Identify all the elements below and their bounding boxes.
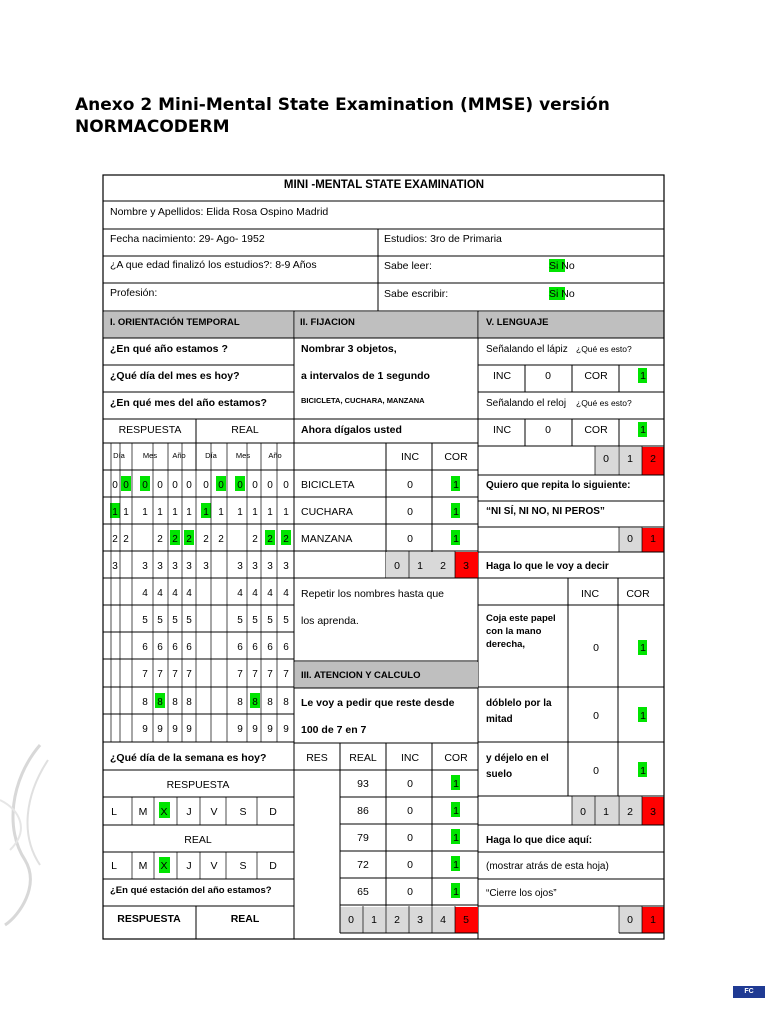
form-title: MINI -MENTAL STATE EXAMINATION xyxy=(283,179,485,191)
digit-cell: 9 xyxy=(283,724,289,735)
fixation-line-2: a intervalos de 1 segundo xyxy=(301,370,430,382)
digit-cell: 4 xyxy=(267,588,273,599)
digit-cell: 7 xyxy=(283,669,289,680)
digit-cell: 1 xyxy=(186,507,192,518)
object-cor: 1 xyxy=(453,506,459,518)
command-score: 1 xyxy=(603,806,609,818)
digit-cell: 2 xyxy=(252,534,258,545)
digit-cell: 9 xyxy=(142,724,148,735)
digit-cell: 5 xyxy=(142,615,148,626)
read-instruction: Haga lo que dice aquí: xyxy=(486,835,593,846)
digit-cell: 2 xyxy=(283,534,289,545)
patient-name: Nombre y Apellidos: Elida Rosa Ospino Madrid xyxy=(110,206,329,218)
fold-inc: 0 xyxy=(593,710,599,722)
cor-header: COR xyxy=(584,370,608,382)
digit-cell: 4 xyxy=(252,588,258,599)
take-inc: 0 xyxy=(593,642,599,654)
weekday-real-M: M xyxy=(138,860,148,872)
footer-badge: FC xyxy=(733,986,765,998)
subtraction-cor: 1 xyxy=(453,859,459,871)
digit-cell: 1 xyxy=(203,507,209,518)
q-day: ¿Qué día del mes es hoy? xyxy=(110,370,240,382)
digit-cell: 4 xyxy=(172,588,178,599)
repeat-phrase: “NI SÍ, NI NO, NI PEROS” xyxy=(486,506,605,517)
pencil-question: ¿Qué es esto? xyxy=(576,344,632,354)
digit-cell: 4 xyxy=(283,588,289,599)
attention-score: 1 xyxy=(371,914,377,926)
object-bicicleta: BICICLETA xyxy=(301,479,355,491)
command-score: 0 xyxy=(580,806,586,818)
subtraction-cor: 1 xyxy=(453,832,459,844)
digit-cell: 8 xyxy=(186,697,192,708)
profession: Profesión: xyxy=(110,287,158,299)
digit-cell: 9 xyxy=(252,724,258,735)
digit-cell: 0 xyxy=(203,480,209,491)
weekday-real-S: S xyxy=(239,860,247,872)
object-manzana: MANZANA xyxy=(301,533,353,545)
reads-label: Sabe leer: xyxy=(384,260,432,272)
take-paper-line: derecha, xyxy=(486,639,526,650)
attention-score: 5 xyxy=(463,914,469,926)
digit-cell: 1 xyxy=(157,507,163,518)
studies: Estudios: 3ro de Primaria xyxy=(384,233,502,245)
naming-score: 0 xyxy=(603,453,609,465)
repeat-line-2: los aprenda. xyxy=(301,615,359,627)
cor-header: COR xyxy=(444,451,468,463)
digit-cell: 5 xyxy=(283,615,289,626)
digit-cell: 7 xyxy=(157,669,163,680)
digit-cell: 2 xyxy=(172,534,178,545)
digit-cell: 1 xyxy=(112,507,118,518)
subtraction-inc: 0 xyxy=(407,805,413,817)
inc-header: INC xyxy=(400,451,420,463)
season-respuesta-label: RESPUESTA xyxy=(117,913,181,925)
page-title-line-1: Anexo 2 Mini-Mental State Examination (MMSE) versión xyxy=(75,95,610,115)
digit-cell: 0 xyxy=(267,480,273,491)
cor-header: COR xyxy=(626,588,650,600)
inc-header: INC xyxy=(580,588,600,600)
pencil-label: Señalando el lápiz xyxy=(486,344,568,355)
pencil-cor: 1 xyxy=(640,370,646,382)
writes-label: Sabe escribir: xyxy=(384,288,449,300)
fixation-score: 3 xyxy=(463,560,469,572)
close-eyes-instruction: “Cierre los ojos” xyxy=(486,888,557,899)
leave-line: suelo xyxy=(486,769,513,780)
digit-cell: 9 xyxy=(186,724,192,735)
digit-cell: 3 xyxy=(252,561,258,572)
digit-cell: 0 xyxy=(123,480,129,491)
subtraction-value: 86 xyxy=(357,805,369,817)
read-score: 0 xyxy=(627,914,633,926)
digit-cell: 5 xyxy=(186,615,192,626)
subtraction-inc: 0 xyxy=(407,886,413,898)
digit-cell: 8 xyxy=(172,697,178,708)
object-inc: 0 xyxy=(407,506,413,518)
weekday-answer-S: S xyxy=(239,806,247,818)
digit-cell: 6 xyxy=(283,642,289,653)
weekday-answer-J: J xyxy=(186,806,192,818)
fold-cor: 1 xyxy=(640,710,646,722)
season-real-label: REAL xyxy=(230,913,260,925)
clock-cor: 1 xyxy=(640,424,646,436)
object-cuchara: CUCHARA xyxy=(301,506,353,518)
weekday-real-D: D xyxy=(269,860,277,872)
digit-cell: 8 xyxy=(157,697,163,708)
digit-cell: 5 xyxy=(252,615,258,626)
digit-cell: 7 xyxy=(237,669,243,680)
digit-cell: 2 xyxy=(157,534,163,545)
take-cor: 1 xyxy=(640,642,646,654)
fixation-line-4: Ahora dígalos usted xyxy=(301,424,402,436)
section-language: V. LENGUAJE xyxy=(486,317,549,328)
digit-cell: 8 xyxy=(237,697,243,708)
subtraction-value: 65 xyxy=(357,886,369,898)
digit-cell: 0 xyxy=(172,480,178,491)
subtraction-inc: 0 xyxy=(407,778,413,790)
digit-cell: 1 xyxy=(123,507,129,518)
digit-cell: 3 xyxy=(237,561,243,572)
subtraction-value: 93 xyxy=(357,778,369,790)
digit-cell: 5 xyxy=(267,615,273,626)
digit-cell: 2 xyxy=(112,534,118,545)
section-attention: III. ATENCION Y CALCULO xyxy=(301,670,421,681)
digit-cell: 7 xyxy=(252,669,258,680)
weekday-answer-V: V xyxy=(210,806,218,818)
weekday-real-J: J xyxy=(186,860,192,872)
digit-cell: 2 xyxy=(203,534,209,545)
clock-label: Señalando el reloj xyxy=(486,398,567,409)
writes-yes-no: Si No xyxy=(549,288,575,300)
attention-score: 2 xyxy=(394,914,400,926)
digit-cell: 0 xyxy=(157,480,163,491)
fixation-score: 1 xyxy=(417,560,423,572)
show-instruction: (mostrar atrás de esta hoja) xyxy=(486,861,609,872)
weekday-answer-L: L xyxy=(111,806,117,818)
real-header: REAL xyxy=(349,752,377,764)
watermark-logo xyxy=(0,740,60,930)
subtraction-cor: 1 xyxy=(453,886,459,898)
clock-question: ¿Qué es esto? xyxy=(576,398,632,408)
digit-cell: 8 xyxy=(267,697,273,708)
digit-cell: 6 xyxy=(186,642,192,653)
fixation-objects: BICICLETA, CUCHARA, MANZANA xyxy=(301,396,425,405)
digit-cell: 8 xyxy=(252,697,258,708)
weekday-respuesta-label: RESPUESTA xyxy=(166,779,230,791)
sub-header: Año xyxy=(172,451,186,460)
digit-cell: 1 xyxy=(172,507,178,518)
digit-cell: 6 xyxy=(252,642,258,653)
subtraction-inc: 0 xyxy=(407,859,413,871)
weekday-real-V: V xyxy=(210,860,218,872)
page-title-line-2: NORMACODERM xyxy=(75,117,230,137)
section-fixation: II. FIJACION xyxy=(300,317,355,328)
fixation-score: 2 xyxy=(440,560,446,572)
sub-header: Mes xyxy=(142,451,158,460)
digit-cell: 6 xyxy=(172,642,178,653)
digit-cell: 4 xyxy=(142,588,148,599)
command-score: 3 xyxy=(650,806,656,818)
real-label: REAL xyxy=(231,424,259,436)
weekday-real-L: L xyxy=(111,860,117,872)
digit-cell: 3 xyxy=(157,561,163,572)
digit-cell: 0 xyxy=(283,480,289,491)
digit-cell: 3 xyxy=(142,561,148,572)
digit-cell: 0 xyxy=(186,480,192,491)
digit-cell: 3 xyxy=(283,561,289,572)
weekday-real-label: REAL xyxy=(184,834,212,846)
weekday-real-X: X xyxy=(160,860,168,872)
attention-line-1: Le voy a pedir que reste desde xyxy=(301,697,455,709)
q-weekday: ¿Qué día de la semana es hoy? xyxy=(110,752,267,764)
digit-cell: 4 xyxy=(237,588,243,599)
object-cor: 1 xyxy=(453,479,459,491)
digit-cell: 1 xyxy=(252,507,258,518)
pencil-inc: 0 xyxy=(545,370,551,382)
q-month: ¿En qué mes del año estamos? xyxy=(110,397,267,409)
digit-cell: 4 xyxy=(157,588,163,599)
reads-yes-no: Si No xyxy=(549,260,575,272)
digit-cell: 0 xyxy=(237,480,243,491)
digit-cell: 3 xyxy=(186,561,192,572)
digit-cell: 7 xyxy=(142,669,148,680)
digit-cell: 7 xyxy=(172,669,178,680)
sub-header: Día xyxy=(205,451,217,460)
attention-score: 3 xyxy=(417,914,423,926)
digit-cell: 0 xyxy=(218,480,224,491)
attention-score: 0 xyxy=(348,914,354,926)
take-paper-line: con la mano xyxy=(486,626,542,637)
digit-cell: 3 xyxy=(112,561,118,572)
weekday-answer-M: M xyxy=(138,806,148,818)
digit-cell: 9 xyxy=(172,724,178,735)
naming-score: 2 xyxy=(650,453,656,465)
digit-cell: 6 xyxy=(267,642,273,653)
command-instruction: Haga lo que le voy a decir xyxy=(486,561,609,572)
weekday-answer-D: D xyxy=(269,806,277,818)
digit-cell: 0 xyxy=(112,480,118,491)
command-score: 2 xyxy=(627,806,633,818)
leave-cor: 1 xyxy=(640,765,646,777)
attention-score: 4 xyxy=(440,914,446,926)
digit-cell: 1 xyxy=(218,507,224,518)
age-finished-studies: ¿A que edad finalizó los estudios?: 8-9 Años xyxy=(110,259,317,271)
sub-header: Mes xyxy=(235,451,251,460)
subtraction-cor: 1 xyxy=(453,805,459,817)
digit-cell: 8 xyxy=(283,697,289,708)
digit-cell: 5 xyxy=(172,615,178,626)
digit-cell: 3 xyxy=(203,561,209,572)
digit-cell: 2 xyxy=(186,534,192,545)
digit-cell: 1 xyxy=(283,507,289,518)
digit-cell: 0 xyxy=(142,480,148,491)
attention-line-2: 100 de 7 en 7 xyxy=(301,724,367,736)
digit-cell: 1 xyxy=(267,507,273,518)
digit-cell: 3 xyxy=(267,561,273,572)
naming-score: 1 xyxy=(627,453,633,465)
digit-cell: 7 xyxy=(267,669,273,680)
digit-cell: 1 xyxy=(142,507,148,518)
digit-cell: 0 xyxy=(252,480,258,491)
weekday-answer-X: X xyxy=(160,806,168,818)
digit-cell: 6 xyxy=(142,642,148,653)
repeat-score: 0 xyxy=(627,533,633,545)
digit-cell: 5 xyxy=(237,615,243,626)
inc-header: INC xyxy=(492,370,512,382)
digit-cell: 6 xyxy=(237,642,243,653)
digit-cell: 8 xyxy=(142,697,148,708)
respuesta-label: RESPUESTA xyxy=(118,424,182,436)
repeat-line-1: Repetir los nombres hasta que xyxy=(301,588,444,600)
digit-cell: 3 xyxy=(172,561,178,572)
fixation-line-1: Nombrar 3 objetos, xyxy=(301,343,397,355)
fold-line: dóblelo por la xyxy=(486,698,552,709)
section-orientation: I. ORIENTACIÓN TEMPORAL xyxy=(110,317,240,328)
sub-header: Año xyxy=(268,451,282,460)
digit-cell: 2 xyxy=(267,534,273,545)
leave-inc: 0 xyxy=(593,765,599,777)
digit-cell: 2 xyxy=(218,534,224,545)
digit-cell: 4 xyxy=(186,588,192,599)
fixation-score: 0 xyxy=(394,560,400,572)
subtraction-value: 72 xyxy=(357,859,369,871)
q-year: ¿En qué año estamos ? xyxy=(110,343,228,355)
sub-header: Día xyxy=(113,451,125,460)
digit-cell: 9 xyxy=(237,724,243,735)
digit-cell: 7 xyxy=(186,669,192,680)
birth-date: Fecha nacimiento: 29- Ago- 1952 xyxy=(110,233,265,245)
subtraction-value: 79 xyxy=(357,832,369,844)
cor-header: COR xyxy=(584,424,608,436)
object-cor: 1 xyxy=(453,533,459,545)
fold-line: mitad xyxy=(486,714,513,725)
digit-cell: 5 xyxy=(157,615,163,626)
digit-cell: 9 xyxy=(267,724,273,735)
digit-cell: 6 xyxy=(157,642,163,653)
subtraction-inc: 0 xyxy=(407,832,413,844)
clock-inc: 0 xyxy=(545,424,551,436)
digit-cell: 1 xyxy=(237,507,243,518)
digit-cell: 2 xyxy=(123,534,129,545)
inc-header: INC xyxy=(492,424,512,436)
subtraction-cor: 1 xyxy=(453,778,459,790)
repeat-score: 1 xyxy=(650,533,656,545)
leave-line: y déjelo en el xyxy=(486,753,549,764)
take-paper-line: Coja este papel xyxy=(486,613,556,624)
q-season: ¿En qué estación del año estamos? xyxy=(110,885,272,896)
digit-cell: 9 xyxy=(157,724,163,735)
read-score: 1 xyxy=(650,914,656,926)
inc-header: INC xyxy=(400,752,420,764)
res-header: RES xyxy=(306,752,328,764)
object-inc: 0 xyxy=(407,533,413,545)
object-inc: 0 xyxy=(407,479,413,491)
repeat-instruction: Quiero que repita lo siguiente: xyxy=(486,480,631,491)
cor-header: COR xyxy=(444,752,468,764)
